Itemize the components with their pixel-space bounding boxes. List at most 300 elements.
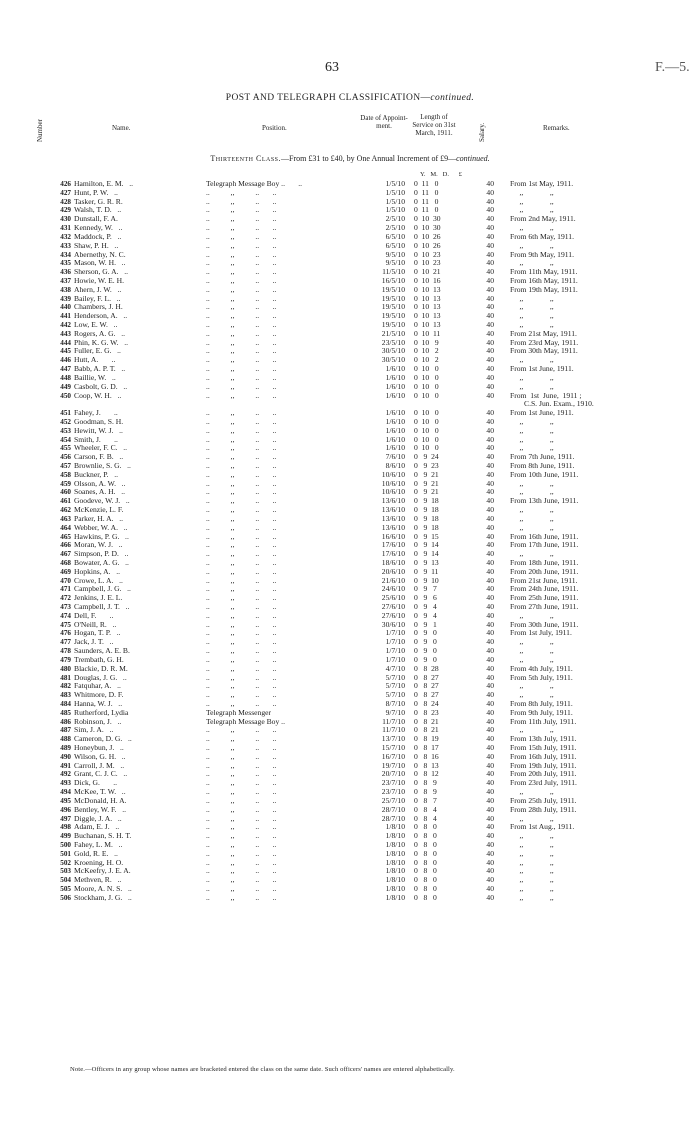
row-date: 23/5/10 (381, 337, 405, 347)
row-position: .. ,, .. .. (206, 884, 277, 893)
row-date: 11/7/10 (382, 725, 405, 735)
row-salary: 40 (486, 408, 494, 418)
row-number: 483 (60, 691, 71, 700)
row-number: 444 (60, 338, 71, 347)
row-length: 0 9 21 (414, 469, 439, 479)
row-number: 428 (60, 197, 71, 206)
row-position: .. ,, .. .. (206, 760, 277, 770)
row-position: .. ,, .. .. (206, 258, 277, 268)
row-name: Hewitt, W. J. .. (74, 425, 123, 435)
row-length: 0 11 0 (414, 196, 439, 206)
row-name: Kroening, H. O. (74, 857, 124, 867)
row-length: 0 8 13 (414, 760, 439, 770)
row-position: .. ,, .. .. (206, 698, 277, 708)
row-length: 0 8 9 (414, 787, 437, 797)
row-number: 455 (60, 444, 71, 453)
row-salary: 40 (486, 743, 494, 752)
row-name: Carson, F. B. .. (74, 452, 124, 462)
row-remarks: ,, ,, (510, 513, 554, 523)
row-remarks: ,, ,, (510, 381, 554, 391)
row-remarks: From 1st June, 1911 ; (510, 390, 582, 400)
row-date: 2/5/10 (385, 214, 405, 224)
row-name: Buchanan, S. H. T. (74, 831, 132, 841)
row-remarks: From 21st May, 1911. (510, 328, 577, 338)
row-remarks: From 16th June, 1911. (510, 531, 579, 541)
footnote: Note.—Officers in any group whose names are bracketed entered the class on the same date. Such officers' names are entered alphabetically. (70, 1066, 455, 1073)
row-length: 0 10 0 (414, 434, 439, 444)
row-name: Smith, J. .. (74, 434, 118, 444)
row-salary: 40 (486, 214, 494, 224)
row-length: 0 8 0 (414, 831, 437, 841)
row-date: 25/7/10 (381, 795, 405, 805)
row-name: Goodman, S. H. (74, 416, 124, 426)
row-remarks: ,, ,, (510, 223, 554, 233)
header-name: Name. (112, 124, 131, 132)
row-name: Sim, J. A. .. (74, 725, 114, 735)
row-date: 11/5/10 (382, 267, 405, 277)
row-date: 1/8/10 (385, 866, 405, 876)
row-name: Dell, F. .. (74, 610, 114, 620)
row-salary: 40 (486, 804, 494, 814)
row-number: 476 (60, 629, 71, 638)
row-length: 0 8 24 (414, 698, 439, 708)
row-date: 4/7/10 (385, 663, 405, 673)
row-name: McKee, T. W. .. (74, 787, 126, 797)
row-length: 0 10 0 (414, 381, 439, 391)
row-date: 8/7/10 (385, 698, 405, 708)
row-number: 478 (60, 647, 71, 656)
row-position: .. ,, .. .. (206, 663, 277, 673)
row-salary: 40 (486, 469, 494, 479)
row-remarks: ,, ,, (510, 355, 554, 365)
row-length: 0 9 4 (414, 602, 437, 611)
row-name: Fahey, L. M. .. (74, 839, 123, 849)
row-number: 490 (60, 752, 71, 761)
row-number: 431 (60, 224, 71, 233)
row-salary: 40 (486, 540, 494, 550)
row-position: .. ,, .. .. (206, 866, 277, 876)
row-name: Saunders, A. E. B. (74, 646, 130, 656)
row-date: 19/5/10 (381, 284, 405, 294)
row-date: 13/6/10 (381, 505, 405, 515)
row-number: 433 (60, 241, 71, 250)
row-name: Brownlie, S. G. .. (74, 461, 131, 470)
row-date: 17/6/10 (381, 540, 405, 550)
row-length: 0 10 0 (414, 443, 439, 453)
row-number: 481 (60, 673, 71, 682)
page-title (0, 93, 700, 103)
row-number: 473 (60, 603, 71, 611)
row-number: 450 (60, 391, 71, 400)
row-position: .. ,, .. .. (206, 751, 277, 761)
row-salary: 40 (486, 593, 494, 603)
row-salary: 40 (486, 822, 494, 832)
row-remarks: ,, ,, (510, 205, 554, 215)
row-date: 28/7/10 (381, 804, 405, 814)
row-date: 1/5/10 (385, 196, 405, 206)
row-name: Moore, A. N. S. .. (74, 884, 132, 893)
row-name: Buckner, P. .. (74, 469, 118, 479)
row-position: .. ,, .. .. (206, 328, 277, 338)
row-date: 1/6/10 (385, 443, 405, 453)
row-position: .. ,, .. .. (206, 875, 277, 885)
row-length: 0 8 27 (414, 672, 439, 682)
row-remarks: From 25th July, 1911. (510, 795, 577, 805)
row-date: 9/5/10 (385, 258, 405, 268)
row-salary: 40 (486, 610, 494, 620)
row-length: 0 10 13 (414, 320, 441, 329)
row-salary: 40 (486, 557, 494, 567)
row-position: .. ,, .. .. (206, 795, 277, 805)
row-date: 16/5/10 (381, 275, 405, 285)
row-name: Fuller, E. G. .. (74, 346, 121, 356)
row-salary: 40 (486, 628, 494, 638)
row-position: .. ,, .. .. (206, 557, 277, 567)
row-length: 0 8 0 (414, 839, 437, 849)
row-name: Methven, R. .. (74, 875, 122, 885)
header-number: Number (36, 119, 44, 142)
row-salary: 40 (486, 355, 494, 365)
row-remarks: ,, ,, (510, 425, 554, 435)
row-salary: 40 (486, 364, 494, 374)
row-name: Walsh, T. D. .. (74, 205, 122, 215)
row-position: .. ,, .. .. (206, 769, 277, 779)
row-position: .. ,, .. .. (206, 302, 277, 312)
row-date: 6/5/10 (385, 240, 405, 250)
row-length: 0 9 10 (414, 575, 439, 585)
row-name: Howie, W. E. H. (74, 275, 124, 285)
row-date: 1/6/10 (385, 416, 405, 426)
row-date: 1/7/10 (385, 654, 405, 664)
row-position: .. ,, .. .. (206, 549, 277, 559)
row-remarks: From 6th May, 1911. (510, 231, 574, 241)
row-salary: 40 (486, 602, 494, 611)
row-length: 0 9 18 (414, 496, 439, 506)
row-length: 0 8 17 (414, 743, 439, 752)
row-salary: 40 (486, 284, 494, 294)
row-remarks: ,, ,, (510, 549, 554, 559)
row-date: 1/7/10 (385, 628, 405, 638)
row-length: 0 11 0 (414, 205, 439, 215)
title-main: POST AND TELEGRAPH CLASSIFICATION— (225, 93, 431, 103)
row-position: Telegraph Messenger (206, 707, 272, 717)
row-number: 493 (60, 779, 71, 788)
row-position: .. ,, .. .. (206, 734, 277, 744)
row-salary: 40 (486, 275, 494, 285)
row-name: Phin, K. G. W. .. (74, 337, 129, 347)
row-length: 0 9 0 (414, 628, 437, 638)
row-length: 0 10 13 (414, 293, 441, 303)
row-date: 21/5/10 (381, 328, 405, 338)
header-remarks: Remarks. (543, 124, 570, 132)
row-position: .. ,, .. .. (206, 646, 277, 656)
row-date: 30/6/10 (381, 619, 405, 629)
row-length: 0 8 0 (414, 848, 437, 858)
row-salary: 40 (486, 848, 494, 858)
row-position: .. ,, .. .. (206, 443, 277, 453)
row-date: 1/8/10 (385, 822, 405, 832)
row-salary: 40 (486, 346, 494, 356)
row-name: O'Neill, R. .. (74, 619, 117, 629)
row-remarks: ,, ,, (510, 839, 554, 849)
row-name: Olsson, A. W. .. (74, 478, 126, 488)
row-length: 0 9 6 (414, 593, 437, 603)
row-length: 0 8 0 (414, 884, 437, 893)
row-number: 443 (60, 329, 71, 338)
row-salary: 40 (486, 231, 494, 241)
row-salary: 40 (486, 637, 494, 647)
row-number: 463 (60, 514, 71, 523)
row-position: .. ,, .. .. (206, 408, 277, 418)
row-position: .. ,, .. .. (206, 531, 277, 541)
row-date: 1/6/10 (385, 434, 405, 444)
row-length: 0 8 27 (414, 690, 439, 700)
row-name: Bentley, W. F. .. (74, 804, 127, 814)
row-name: Wheeler, F. C. .. (74, 443, 128, 453)
row-number: 452 (60, 417, 71, 426)
row-salary: 40 (486, 839, 494, 849)
table-row (0, 392, 700, 401)
row-date: 1/6/10 (385, 425, 405, 435)
row-position: .. ,, .. .. (206, 337, 277, 347)
row-date: 1/8/10 (385, 839, 405, 849)
row-number: 466 (60, 541, 71, 550)
row-date: 19/7/10 (381, 760, 405, 770)
row-length: 0 10 26 (414, 231, 441, 241)
row-name: Dick, G. .. (74, 778, 118, 788)
row-salary: 40 (486, 320, 494, 329)
row-name: Grant, C. J. C. .. (74, 769, 128, 779)
row-remarks: From 9th July, 1911. (510, 707, 573, 717)
row-salary: 40 (486, 831, 494, 841)
row-position: .. ,, .. .. (206, 461, 277, 470)
row-remarks: ,, ,, (510, 302, 554, 312)
row-remarks: From 30th June, 1911. (510, 619, 579, 629)
row-length: 0 9 18 (414, 513, 439, 523)
row-salary: 40 (486, 293, 494, 303)
row-salary: 40 (486, 311, 494, 321)
row-number: 484 (60, 699, 71, 708)
row-remarks: From 28th July, 1911. (510, 804, 577, 814)
row-salary: 40 (486, 575, 494, 585)
row-name: Honeybun, J. .. (74, 743, 124, 752)
row-number: 427 (60, 188, 71, 197)
row-date: 16/6/10 (381, 531, 405, 541)
row-number: 456 (60, 453, 71, 462)
row-remarks: From 13th June, 1911. (510, 496, 579, 506)
row-salary: 40 (486, 646, 494, 656)
row-position: .. ,, .. .. (206, 372, 277, 382)
row-number: 506 (60, 893, 71, 902)
row-number: 451 (60, 409, 71, 418)
row-salary: 40 (486, 337, 494, 347)
row-number: 429 (60, 206, 71, 215)
row-position: .. ,, .. .. (206, 602, 277, 611)
row-number: 471 (60, 585, 71, 594)
row-number: 458 (60, 470, 71, 479)
row-position: .. ,, .. .. (206, 654, 277, 664)
row-position: .. ,, .. .. (206, 364, 277, 374)
row-name: Douglas, J. G. .. (74, 672, 127, 682)
row-position: .. ,, .. .. (206, 637, 277, 647)
row-name: Bailey, F. L. .. (74, 293, 121, 303)
row-position: .. ,, .. .. (206, 275, 277, 285)
row-salary: 40 (486, 813, 494, 823)
row-position: .. ,, .. .. (206, 320, 277, 329)
row-name: Diggle, J. A. .. (74, 813, 122, 823)
row-length: 0 10 0 (414, 425, 439, 435)
row-salary: 40 (486, 566, 494, 576)
row-position: .. ,, .. .. (206, 690, 277, 700)
row-remarks: From 30th May, 1911. (510, 346, 578, 356)
row-name: Crowe, L. A. .. (74, 575, 123, 585)
row-position: .. ,, .. .. (206, 240, 277, 250)
row-number: 446 (60, 356, 71, 365)
table-row (0, 894, 700, 903)
row-length: 0 10 23 (414, 249, 441, 259)
row-number: 439 (60, 294, 71, 303)
row-number: 499 (60, 832, 71, 841)
page-reference: F.—5. (655, 60, 690, 75)
row-length: 0 9 0 (414, 654, 437, 664)
row-remarks: From 1st May, 1911. (510, 179, 574, 188)
row-date: 5/7/10 (385, 690, 405, 700)
row-length: 0 9 13 (414, 557, 439, 567)
row-length: 0 10 13 (414, 302, 441, 312)
row-position: .. ,, .. .. (206, 540, 277, 550)
row-number: 432 (60, 232, 71, 241)
title-continued: continued. (430, 93, 475, 103)
row-length: 0 10 2 (414, 346, 439, 356)
row-remarks: ,, ,, (510, 240, 554, 250)
row-name: Hamilton, E. M. .. (74, 179, 134, 188)
row-position: .. ,, .. .. (206, 231, 277, 241)
row-position: .. ,, .. .. (206, 584, 277, 594)
row-length: 0 9 14 (414, 549, 439, 559)
row-number: 459 (60, 479, 71, 488)
row-number: 442 (60, 321, 71, 329)
row-name: Tasker, G. R. R. (74, 196, 123, 206)
row-length: 0 8 0 (414, 875, 437, 885)
row-position: .. ,, .. .. (206, 249, 277, 259)
row-length: 0 8 9 (414, 778, 437, 788)
row-name: Cameron, D. G. .. (74, 734, 132, 744)
row-salary: 40 (486, 496, 494, 506)
row-remarks: ,, ,, (510, 787, 554, 797)
row-salary: 40 (486, 778, 494, 788)
row-remarks: ,, ,, (510, 416, 554, 426)
row-salary: 40 (486, 249, 494, 259)
row-salary: 40 (486, 416, 494, 426)
row-name: Hunt, P. W. .. (74, 187, 118, 197)
row-date: 25/6/10 (381, 593, 405, 603)
row-position: .. ,, .. .. (206, 681, 277, 691)
row-remarks: ,, ,, (510, 857, 554, 867)
row-position: .. ,, .. .. (206, 267, 277, 277)
row-length: 0 9 24 (414, 452, 439, 462)
row-date: 8/6/10 (385, 461, 405, 470)
row-name: Parker, H. A. .. (74, 513, 124, 523)
row-name: Blackie, D. R. M. (74, 663, 128, 673)
row-position: .. ,, .. .. (206, 205, 277, 215)
row-salary: 40 (486, 707, 494, 717)
row-length: 0 9 4 (414, 610, 437, 620)
row-length: 0 8 4 (414, 804, 437, 814)
row-length: 0 8 21 (414, 725, 439, 735)
row-number: 462 (60, 506, 71, 515)
row-length: 0 11 0 (414, 187, 439, 197)
row-name: Hawkins, P. G. .. (74, 531, 129, 541)
row-remarks: ,, ,, (510, 637, 554, 647)
row-remarks: From 23rd July, 1911. (510, 778, 577, 788)
row-salary: 40 (486, 258, 494, 268)
row-salary: 40 (486, 461, 494, 470)
row-number: 479 (60, 655, 71, 664)
header-salary: Salary. (478, 122, 486, 142)
row-name: Dunstall, F. A. (74, 214, 118, 224)
row-length: 0 8 28 (414, 663, 439, 673)
row-length: 0 10 16 (414, 275, 441, 285)
row-remarks: From 16th May, 1911. (510, 275, 578, 285)
row-position: .. ,, .. .. (206, 214, 277, 224)
row-number: 448 (60, 373, 71, 382)
row-name: Whitmore, D. F. (74, 690, 124, 700)
row-remarks: From 4th July, 1911. (510, 663, 573, 673)
row-name: Maddock, P. .. (74, 231, 122, 241)
row-length: 0 10 26 (414, 240, 441, 250)
row-number: 475 (60, 620, 71, 629)
row-length: 0 10 13 (414, 284, 441, 294)
row-salary: 40 (486, 663, 494, 673)
row-position: .. ,, .. .. (206, 311, 277, 321)
row-remarks: From 18th June, 1911. (510, 557, 579, 567)
row-date: 9/5/10 (385, 249, 405, 259)
row-length: 0 9 0 (414, 646, 437, 656)
row-date: 1/7/10 (385, 637, 405, 647)
row-remarks: ,, ,, (510, 443, 554, 453)
row-date: 1/8/10 (385, 848, 405, 858)
row-remarks: From 25th June, 1911. (510, 593, 579, 603)
row-number: 434 (60, 250, 71, 259)
row-name: Rutherford, Lydia (74, 707, 129, 717)
row-date: 1/6/10 (385, 372, 405, 382)
row-date: 13/7/10 (381, 734, 405, 744)
row-number: 485 (60, 708, 71, 717)
row-remarks: ,, ,, (510, 866, 554, 876)
row-remarks: From 8th June, 1911. (510, 461, 575, 470)
row-length: 0 8 0 (414, 822, 437, 832)
row-length: 0 9 18 (414, 522, 439, 532)
row-salary: 40 (486, 725, 494, 735)
row-number: 497 (60, 814, 71, 823)
row-number: 445 (60, 347, 71, 356)
row-number: 495 (60, 796, 71, 805)
row-date: 19/5/10 (381, 302, 405, 312)
row-number: 440 (60, 303, 71, 312)
row-remarks: ,, ,, (510, 187, 554, 197)
row-remarks: ,, ,, (510, 892, 554, 902)
row-name: Low, E. W. .. (74, 320, 118, 329)
row-remarks: ,, ,, (510, 654, 554, 664)
row-remarks: From 16th July, 1911. (510, 751, 577, 761)
row-length: 0 8 12 (414, 769, 439, 779)
row-number: 454 (60, 435, 71, 444)
row-number: 437 (60, 276, 71, 285)
row-date: 27/6/10 (381, 610, 405, 620)
row-name: Coop, W. H. .. (74, 390, 122, 400)
row-position: .. ,, .. .. (206, 416, 277, 426)
row-date: 15/7/10 (381, 743, 405, 752)
